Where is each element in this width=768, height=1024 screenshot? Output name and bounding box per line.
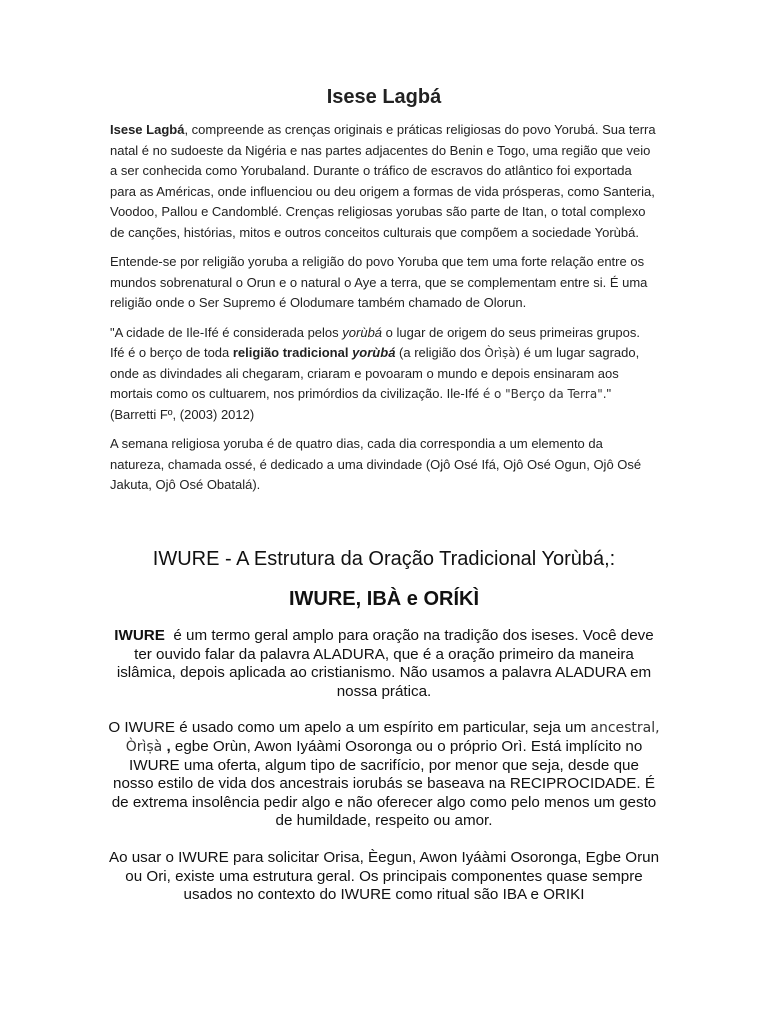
intro-section [110,120,658,505]
paragraph-2: Entende-se por religião yoruba a religião do povo Yoruba que tem uma forte relação entre os mundos sobrenatural o Orun e o natural o Aye a terra, que se complementam entre si. É uma religião onde o Ser Supremo é Olodumare também chamado de Olorun. [110,254,648,310]
iwure-paragraph-1: IWURE é um termo geral amplo para oração na tradição dos iseses. Você deve ter ouvido falar da palavra ALADURA, que é a oração primeiro da maneira islâmica, depois aplicada ao cristianismo. Não usamos a palavra ALADURA em nossa prática. [114,627,658,700]
iwure-paragraph-3: Ao usar o IWURE para solicitar Orisa, Èegun, Awon Iyáàmi Osoronga, Egbe Orun ou Ori, existe uma estrutura geral. Os principais componentes quase sempre usados no contexto do IWURE como ritual são IBA e ORIKI [108,848,660,904]
term-isese-lagba: Isese Lagbá [110,122,185,137]
term-iwure: IWURE [114,627,165,644]
document-title: Isese Lagbá [326,86,442,108]
paragraph-4: A semana religiosa yoruba é de quatro dias, cada dia correspondia a um elemento da natureza, chamada ossé, é dedicado a uma divindade (Ojô Osé Ifá, Ojô Osé Ogun, Ojô Osé Jakuta, Ojô Osé Obatalá). [110,436,642,492]
iwure-paragraph-2: O IWURE é usado como um apelo a um espírito em particular, seja um ancestral, Òrìṣà , egbe Orùn, Awon Iyáàmi Osoronga ou o próprio Orì. Está implícito no IWURE uma oferta, algum tipo de sacrifício, por menor que seja, desde que nosso estilo de vida dos ancestrais iorubás se baseava na RECIPROCIDADE. É de extrema insolência pedir algo e não oferecer algo como pelo menos um gesto de humildade, respeito ou amor. [108,719,660,830]
section-subheading: IWURE, IBÀ e ORÍKÌ [288,588,479,610]
iwure-section [108,627,660,923]
paragraph-3: "A cidade de Ile-Ifé é considerada pelos yorùbá o lugar de origem do seus primeiras grupos. Ifé é o berço de toda religião tradicional yorùbá (a religião dos Òrìṣà) é um lugar sagrado, onde as divindades ali chegaram, criaram e povoaram o mundo e depois ensinaram aos mortais como os cultuarem, nos primórdios da civilização. Ile-Ifé é o "Berço da Terra"." (Barretti Fº, (2003) 2012) [110,324,640,422]
paragraph-1: Isese Lagbá, compreende as crenças originais e práticas religiosas do povo Yorubá. Sua terra natal é no sudoeste da Nigéria e nas partes adjacentes do Benin e Togo, uma região que veio a ser conhecida como Yorubaland. Durante o tráfico de escravos do atlântico foi exportada para as Américas, onde influenciou ou deu origem a formas de vida prósperas, como Santeria, Voodoo, Pallou e Candomblé. Crenças religiosas yorubas são parte de Itan, o total complexo de canções, histórias, mitos e outros conceitos culturais que compõem a sociedade Yorùbá. [110,122,656,240]
section-heading: IWURE - A Estrutura da Oração Tradicional Yorùbá,: [152,548,616,570]
